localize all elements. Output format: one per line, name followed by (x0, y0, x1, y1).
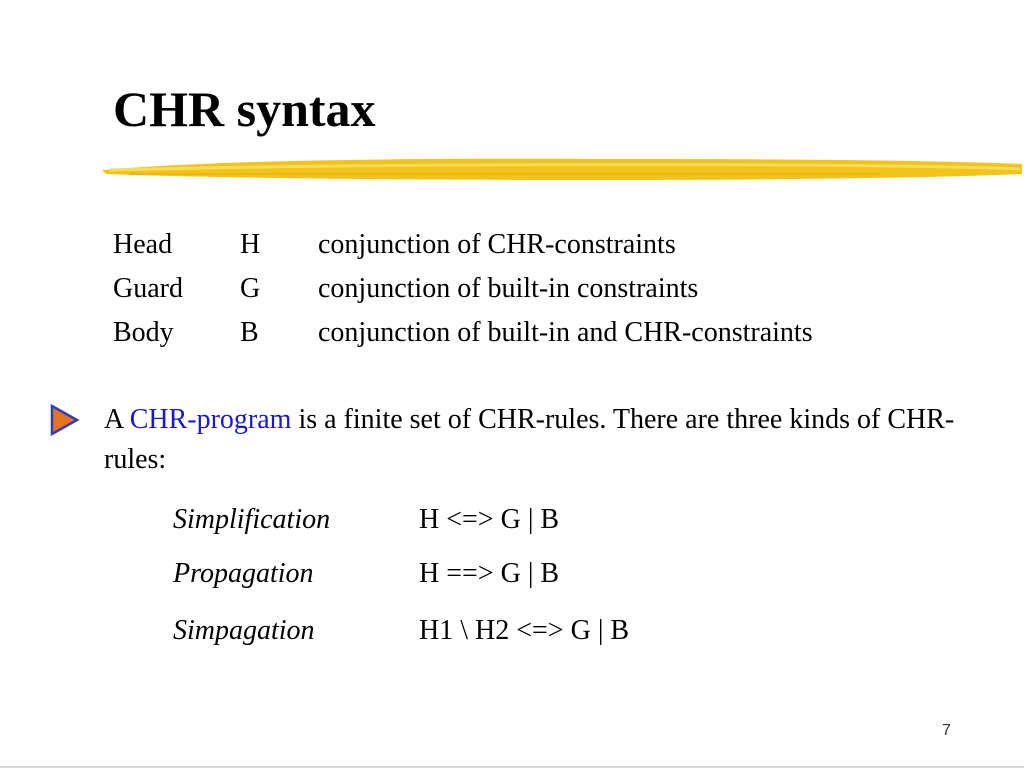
definition-term: Body (113, 317, 174, 348)
rule-simplification (173, 504, 559, 536)
definition-row-guard (113, 267, 813, 311)
chr-program-highlight: CHR-program (129, 404, 292, 435)
paragraph-prefix: A (104, 404, 130, 435)
definition-symbol: B (240, 317, 259, 348)
definition-row-head (113, 223, 813, 267)
definition-symbol: G (240, 273, 261, 304)
triangle-bullet-icon (50, 404, 80, 436)
definition-description: conjunction of built-in constraints (318, 273, 699, 304)
definition-row-body (113, 311, 813, 355)
chr-program-paragraph (104, 400, 964, 480)
rule-propagation (173, 558, 559, 590)
rule-name: Simpagation (173, 615, 315, 646)
definition-symbol: H (240, 229, 261, 260)
page-number: 7 (942, 722, 951, 739)
definition-table (113, 223, 813, 355)
definition-description: conjunction of CHR-constraints (318, 229, 676, 260)
definition-term: Head (113, 229, 173, 260)
paragraph-suffix: is a finite set of CHR-rules. There are three kinds of CHR-rules: (104, 404, 955, 475)
rule-simpagation (173, 615, 629, 647)
rule-form: H1 \ H2 <=> G | B (419, 615, 630, 646)
rule-name: Simplification (173, 504, 331, 535)
rule-form: H ==> G | B (419, 558, 560, 589)
rule-name: Propagation (173, 558, 314, 589)
definition-term: Guard (113, 273, 183, 304)
slide-title: CHR syntax (113, 81, 376, 137)
rule-form: H <=> G | B (419, 504, 560, 535)
yellow-brush-stroke (100, 148, 1024, 188)
definition-description: conjunction of built-in and CHR-constraints (318, 317, 813, 348)
